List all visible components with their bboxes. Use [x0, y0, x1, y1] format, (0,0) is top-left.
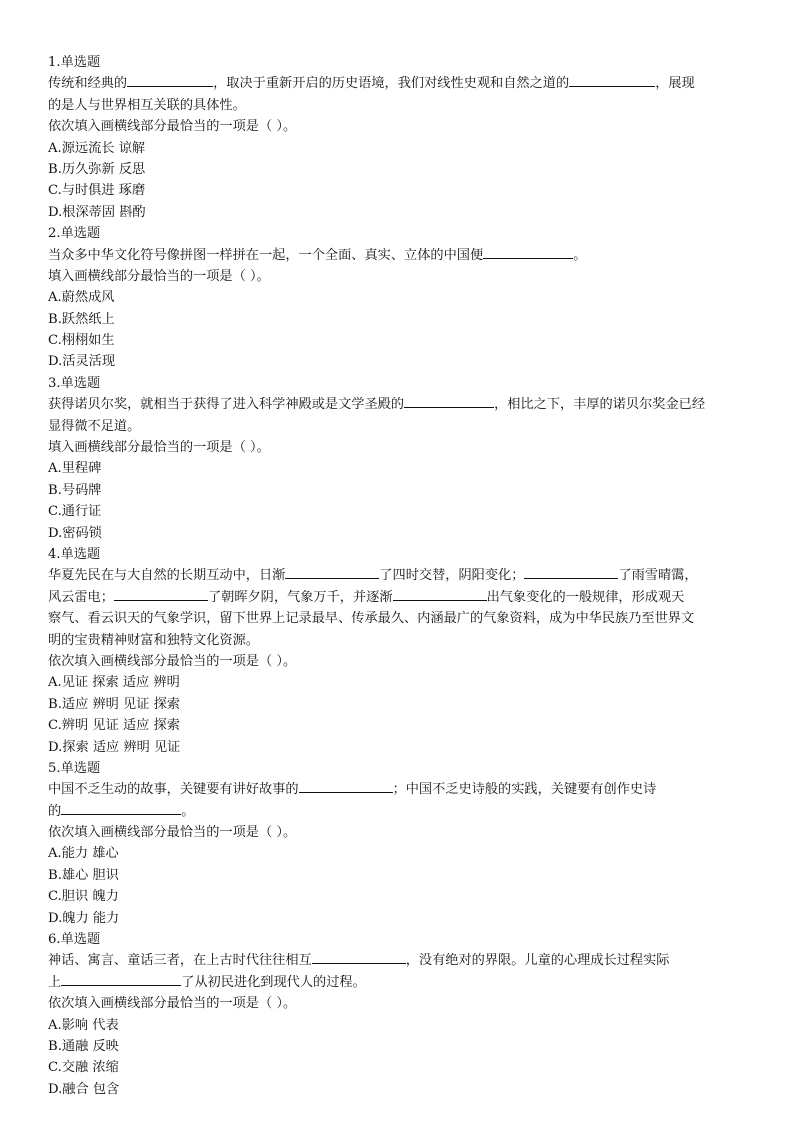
- question-1-stem-line-1: 传统和经典的 ，取决于重新开启的历史语境，我们对线性史观和自然之道的 ，展现: [48, 73, 760, 94]
- question-4-option-d[interactable]: D.探索 适应 辨明 见证: [48, 739, 181, 755]
- question-5-option-c[interactable]: C.胆识 魄力: [48, 889, 119, 905]
- question-6-prompt: 依次填入画横线部分最恰当的一项是（ ）。: [48, 996, 297, 1012]
- question-6-option-c[interactable]: C.交融 浓缩: [48, 1060, 119, 1076]
- question-5-stem-line-2: 的 。: [48, 801, 760, 822]
- answer-blank: [404, 394, 494, 408]
- answer-blank: [483, 245, 573, 259]
- answer-blank: [393, 587, 487, 601]
- question-5-header: 5.单选题: [48, 760, 101, 776]
- question-4-option-c[interactable]: C.辨明 见证 适应 探索: [48, 718, 180, 734]
- question-4-stem-line-2: 风云雷电； 了朝晖夕阴，气象万千，并逐渐 出气象变化的一般规律，形成观天: [48, 587, 760, 608]
- answer-blank: [114, 587, 208, 601]
- question-4-option-b[interactable]: B.适应 辨明 见证 探索: [48, 696, 180, 712]
- question-3-stem-line-1: 获得诺贝尔奖，就相当于获得了进入科学神殿或是文学圣殿的 ，相比之下，丰厚的诺贝尔奖金已经: [48, 394, 760, 415]
- question-6-option-b[interactable]: B.通融 反映: [48, 1038, 119, 1054]
- question-5-option-d[interactable]: D.魄力 能力: [48, 910, 120, 926]
- question-5-stem-line-1: 中国不乏生动的故事，关键要有讲好故事的 ；中国不乏史诗般的实践，关键要有创作史诗: [48, 779, 760, 800]
- answer-blank: [569, 73, 655, 87]
- question-4-option-a[interactable]: A.见证 探索 适应 辨明: [48, 675, 180, 691]
- question-1-option-b[interactable]: B.历久弥新 反思: [48, 161, 146, 177]
- question-6-header: 6.单选题: [48, 932, 101, 948]
- answer-blank: [299, 779, 393, 793]
- question-3-prompt: 填入画横线部分最恰当的一项是（ ）。: [48, 440, 270, 456]
- answer-blank: [61, 972, 181, 986]
- question-1-header: 1.单选题: [48, 55, 101, 70]
- question-1-stem-line-2: 的是人与世界相互关联的具体性。: [48, 97, 246, 113]
- answer-blank: [127, 73, 213, 87]
- question-4-prompt: 依次填入画横线部分最恰当的一项是（ ）。: [48, 653, 297, 669]
- answer-blank: [312, 950, 406, 964]
- question-3-stem-line-2: 显得微不足道。: [48, 418, 141, 434]
- question-1-option-d[interactable]: D.根深蒂固 斟酌: [48, 204, 146, 220]
- question-6-stem-line-1: 神话、寓言、童话三者，在上古时代往往相互 ，没有绝对的界限。儿童的心理成长过程实际: [48, 950, 760, 971]
- answer-blank: [61, 801, 181, 815]
- question-6-option-a[interactable]: A.影响 代表: [48, 1017, 119, 1033]
- question-2-option-b[interactable]: B.跃然纸上: [48, 311, 115, 327]
- question-2-header: 2.单选题: [48, 226, 101, 242]
- question-2-stem-line-1: 当众多中华文化符号像拼图一样拼在一起，一个全面、真实、立体的中国便 。: [48, 245, 760, 266]
- question-3-option-b[interactable]: B.号码牌: [48, 482, 102, 498]
- question-3-option-c[interactable]: C.通行证: [48, 504, 102, 520]
- question-1-option-c[interactable]: C.与时俱进 琢磨: [48, 183, 146, 199]
- question-3-option-d[interactable]: D.密码锁: [48, 525, 102, 541]
- question-4-header: 4.单选题: [48, 546, 101, 562]
- question-5-option-a[interactable]: A.能力 雄心: [48, 846, 119, 862]
- question-2-prompt: 填入画横线部分最恰当的一项是（ ）。: [48, 268, 270, 284]
- question-4-stem-line-1: 华夏先民在与大自然的长期互动中，日渐 了四时交替，阴阳变化； 了雨雪晴霭，: [48, 565, 760, 586]
- answer-blank: [524, 565, 618, 579]
- question-3-option-a[interactable]: A.里程碑: [48, 461, 102, 477]
- question-2-option-c[interactable]: C.栩栩如生: [48, 333, 115, 349]
- question-6-option-d[interactable]: D.融合 包含: [48, 1081, 120, 1097]
- question-2-option-a[interactable]: A.蔚然成风: [48, 290, 115, 306]
- question-5-prompt: 依次填入画横线部分最恰当的一项是（ ）。: [48, 825, 297, 841]
- question-sheet: [48, 52, 760, 1100]
- question-4-stem-line-4: 明的宝贵精神财富和独特文化资源。: [48, 632, 259, 648]
- question-1-prompt: 依次填入画横线部分最恰当的一项是（ ）。: [48, 119, 297, 135]
- question-1-option-a[interactable]: A.源远流长 谅解: [48, 140, 146, 156]
- question-5-option-b[interactable]: B.雄心 胆识: [48, 867, 119, 883]
- question-3-header: 3.单选题: [48, 375, 101, 391]
- question-4-stem-line-3: 察气、看云识天的气象学识，留下世界上记录最早、传承最久、内涵最广的气象资料，成为中华民族乃至世界文: [48, 611, 695, 627]
- question-6-stem-line-2: 上 了从初民进化到现代人的过程。: [48, 972, 760, 993]
- answer-blank: [285, 565, 379, 579]
- question-2-option-d[interactable]: D.活灵活现: [48, 354, 116, 370]
